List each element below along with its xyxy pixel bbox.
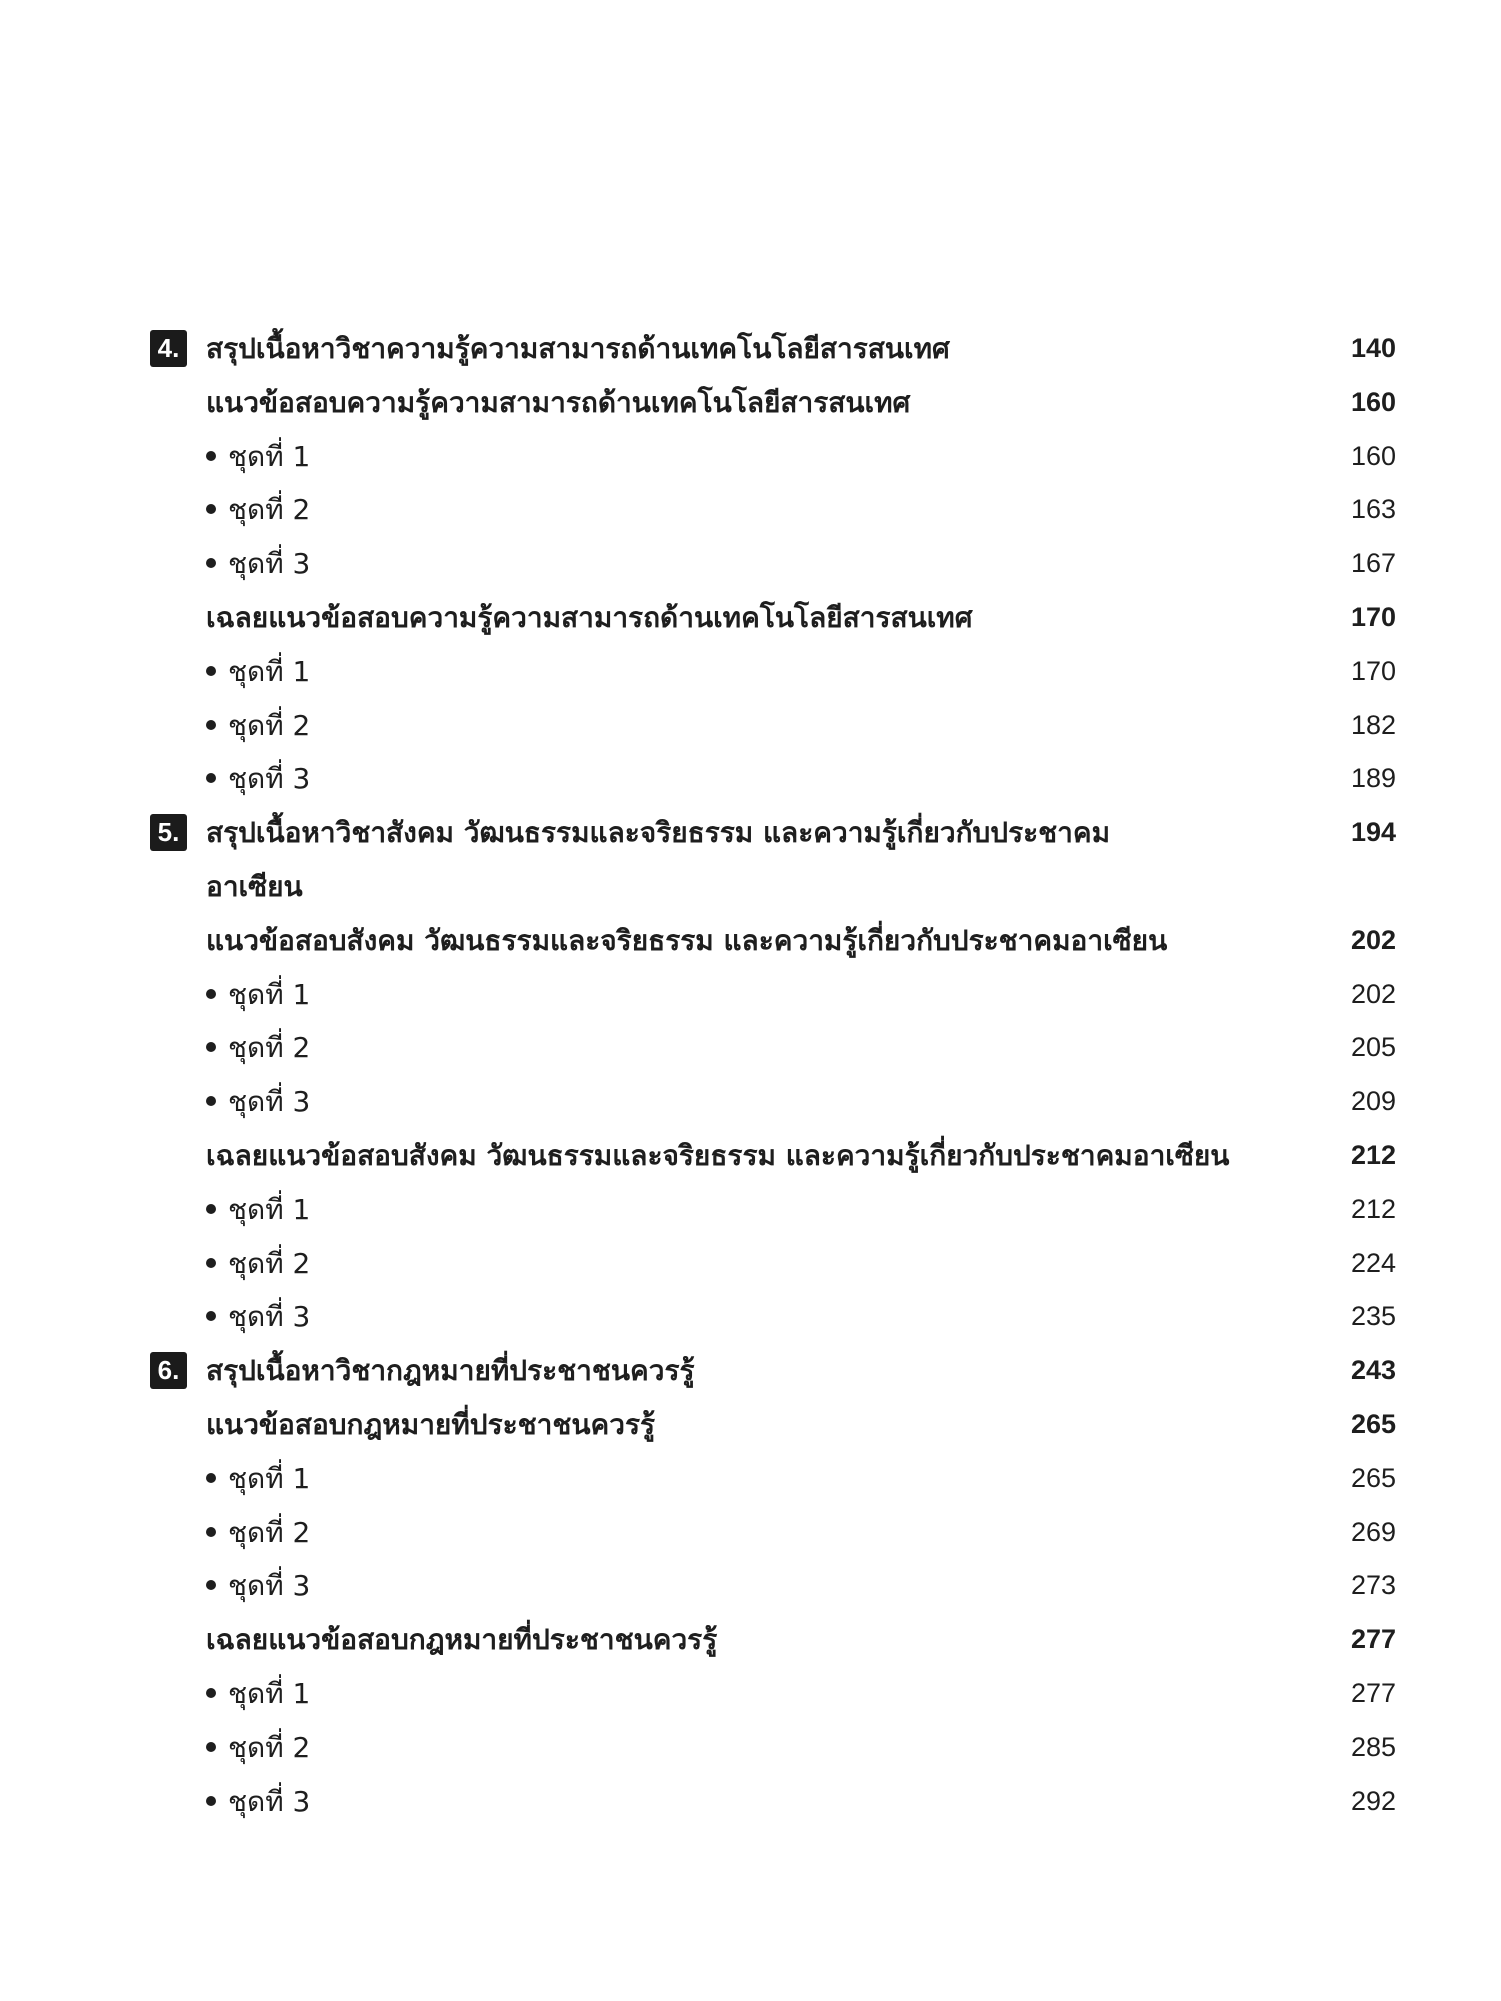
toc-entry-title: แนวข้อสอบความรู้ความสามารถด้านเทคโนโลยีสารสนเทศ — [206, 385, 911, 419]
toc-entry-label: ชุดที่ 1 — [228, 439, 311, 473]
toc-entry-label: ชุดที่ 1 — [228, 1676, 311, 1710]
section-number-badge: 6. — [150, 1352, 187, 1389]
toc-page-number: 243 — [1350, 1355, 1396, 1386]
toc-entry-label: ชุดที่ 3 — [228, 1569, 311, 1603]
toc-entry-title — [206, 752, 310, 806]
toc-entry-label: ชุดที่ 2 — [228, 1730, 311, 1764]
toc-page-number: 194 — [1350, 817, 1396, 848]
toc-entry-heading[interactable] — [0, 1398, 1501, 1452]
bullet-icon — [206, 1204, 216, 1214]
toc-entry-title: แนวข้อสอบสังคม วัฒนธรรมและจริยธรรม และความรู้เกี่ยวกับประชาคมอาเซียน — [206, 923, 1168, 957]
bullet-icon — [206, 773, 216, 783]
toc-page-number: 224 — [1350, 1247, 1396, 1278]
toc-entry-heading[interactable] — [0, 1613, 1501, 1667]
toc-entry-title — [206, 1506, 310, 1560]
toc-entry-item[interactable] — [0, 1183, 1501, 1237]
toc-entry-item[interactable] — [0, 483, 1501, 537]
toc-entry-item[interactable] — [0, 645, 1501, 699]
bullet-icon — [206, 666, 216, 676]
toc-page-number: 189 — [1350, 763, 1396, 794]
bullet-icon — [206, 1311, 216, 1321]
bullet-icon — [206, 989, 216, 999]
toc-entry-label: ชุดที่ 2 — [228, 493, 311, 527]
toc-entry-title — [206, 483, 310, 537]
toc-entry-item[interactable] — [0, 1775, 1501, 1829]
toc-entry-title: เฉลยแนวข้อสอบสังคม วัฒนธรรมและจริยธรรม และความรู้เกี่ยวกับประชาคมอาเซียน — [206, 1138, 1230, 1172]
toc-entry-label: ชุดที่ 1 — [228, 1461, 311, 1495]
bullet-icon — [206, 504, 216, 514]
toc-entry-title — [206, 1775, 310, 1829]
toc-entry-title — [206, 1021, 310, 1075]
toc-entry-title: อาเซียน — [206, 869, 303, 903]
toc-entry-title: เฉลยแนวข้อสอบความรู้ความสามารถด้านเทคโนโลยีสารสนเทศ — [206, 600, 973, 634]
toc-page-number: 285 — [1350, 1731, 1396, 1762]
toc-entry-label: ชุดที่ 2 — [228, 1515, 311, 1549]
toc-page-number: 277 — [1350, 1677, 1396, 1708]
toc-page-number: 182 — [1350, 709, 1396, 740]
bullet-icon — [206, 1096, 216, 1106]
toc-entry-item[interactable] — [0, 430, 1501, 484]
toc-entry-title — [206, 1183, 310, 1237]
toc-entry-title — [206, 430, 310, 484]
toc-entry-title — [206, 1721, 310, 1775]
toc-page-number: 269 — [1350, 1516, 1396, 1547]
toc-page-number: 160 — [1350, 440, 1396, 471]
toc-entry-label: ชุดที่ 1 — [228, 977, 311, 1011]
toc-entry-title — [206, 1667, 310, 1721]
toc-entry-label: ชุดที่ 2 — [228, 1246, 311, 1280]
toc-entry-label: ชุดที่ 3 — [228, 762, 311, 796]
toc-entry-title — [206, 1237, 310, 1291]
bullet-icon — [206, 1473, 216, 1483]
bullet-icon — [206, 558, 216, 568]
toc-entry-heading[interactable] — [0, 376, 1501, 430]
table-of-contents — [0, 322, 1501, 1828]
toc-page-number: 170 — [1350, 655, 1396, 686]
toc-entry-title: เฉลยแนวข้อสอบกฎหมายที่ประชาชนควรรู้ — [206, 1623, 718, 1657]
toc-entry-label: ชุดที่ 3 — [228, 1784, 311, 1818]
toc-page-number: 205 — [1350, 1032, 1396, 1063]
toc-page-number: 273 — [1350, 1570, 1396, 1601]
toc-entry-item[interactable] — [0, 1452, 1501, 1506]
toc-entry-title — [206, 968, 310, 1022]
toc-entry-section[interactable] — [0, 322, 1501, 376]
toc-entry-label: ชุดที่ 2 — [228, 708, 311, 742]
toc-page-number: 163 — [1350, 494, 1396, 525]
toc-entry-item[interactable] — [0, 1667, 1501, 1721]
toc-entry-item[interactable] — [0, 1075, 1501, 1129]
bullet-icon — [206, 1258, 216, 1268]
toc-entry-title — [206, 1559, 310, 1613]
toc-entry-label: ชุดที่ 3 — [228, 547, 311, 581]
toc-page-number: 209 — [1350, 1086, 1396, 1117]
toc-page-number: 202 — [1350, 924, 1396, 955]
bullet-icon — [206, 1688, 216, 1698]
toc-entry-title — [206, 645, 310, 699]
toc-entry-title — [206, 1290, 310, 1344]
toc-entry-title — [206, 699, 310, 753]
bullet-icon — [206, 1580, 216, 1590]
toc-entry-title: แนวข้อสอบกฎหมายที่ประชาชนควรรู้ — [206, 1407, 656, 1441]
toc-entry-item[interactable] — [0, 1506, 1501, 1560]
toc-page-number: 167 — [1350, 548, 1396, 579]
toc-entry-item[interactable] — [0, 1721, 1501, 1775]
toc-entry-item[interactable] — [0, 1237, 1501, 1291]
toc-entry-item[interactable] — [0, 537, 1501, 591]
toc-entry-title: สรุปเนื้อหาวิชาความรู้ความสามารถด้านเทคโนโลยีสารสนเทศ — [206, 332, 950, 365]
toc-entry-label: ชุดที่ 3 — [228, 1085, 311, 1119]
toc-entry-heading[interactable] — [0, 1129, 1501, 1183]
toc-entry-label: ชุดที่ 3 — [228, 1300, 311, 1334]
bullet-icon — [206, 451, 216, 461]
toc-page-number: 292 — [1350, 1785, 1396, 1816]
toc-entry-item[interactable] — [0, 1559, 1501, 1613]
toc-entry-item[interactable] — [0, 1021, 1501, 1075]
toc-page-number: 265 — [1350, 1408, 1396, 1439]
toc-page-number: 170 — [1350, 601, 1396, 632]
toc-page-number: 202 — [1350, 978, 1396, 1009]
toc-entry-section[interactable] — [0, 1344, 1501, 1398]
bullet-icon — [206, 1742, 216, 1752]
toc-entry-title — [206, 537, 310, 591]
toc-entry-continuation[interactable] — [0, 860, 1501, 914]
toc-entry-item[interactable] — [0, 752, 1501, 806]
toc-entry-title: สรุปเนื้อหาวิชากฎหมายที่ประชาชนควรรู้ — [206, 1354, 695, 1388]
toc-page-number: 235 — [1350, 1301, 1396, 1332]
bullet-icon — [206, 1527, 216, 1537]
toc-entry-item[interactable] — [0, 699, 1501, 753]
section-number-badge: 4. — [150, 330, 187, 367]
toc-entry-heading[interactable] — [0, 914, 1501, 968]
toc-entry-title — [206, 1075, 310, 1129]
toc-page-number: 160 — [1350, 386, 1396, 417]
toc-entry-heading[interactable] — [0, 591, 1501, 645]
toc-entry-label: ชุดที่ 2 — [228, 1031, 311, 1065]
section-number-badge: 5. — [150, 814, 187, 851]
toc-entry-title — [206, 1452, 310, 1506]
toc-page-number: 212 — [1350, 1193, 1396, 1224]
toc-page-number: 212 — [1350, 1139, 1396, 1170]
toc-page-number: 140 — [1350, 333, 1396, 363]
toc-entry-title: สรุปเนื้อหาวิชาสังคม วัฒนธรรมและจริยธรรม และความรู้เกี่ยวกับประชาคม — [206, 816, 1111, 850]
bullet-icon — [206, 1042, 216, 1052]
bullet-icon — [206, 1796, 216, 1806]
toc-page-number: 265 — [1350, 1462, 1396, 1493]
toc-entry-section[interactable] — [0, 806, 1501, 860]
bullet-icon — [206, 720, 216, 730]
toc-entry-label: ชุดที่ 1 — [228, 1192, 311, 1226]
toc-page-number: 277 — [1350, 1624, 1396, 1655]
toc-entry-item[interactable] — [0, 1290, 1501, 1344]
toc-entry-label: ชุดที่ 1 — [228, 654, 311, 688]
toc-entry-item[interactable] — [0, 968, 1501, 1022]
